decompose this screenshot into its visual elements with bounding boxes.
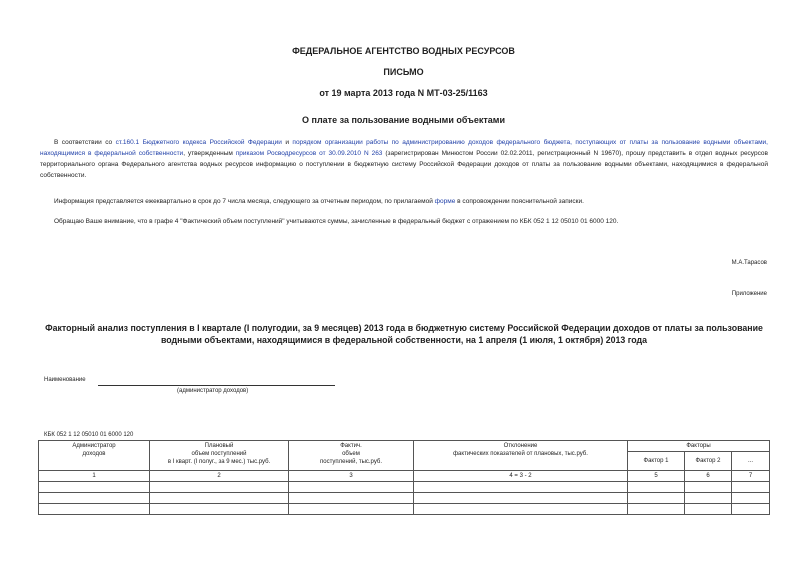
table-cell[interactable] [414, 504, 628, 515]
link-order-263[interactable]: приказом Росводресурсов от 30.09.2010 N 263 [235, 150, 383, 157]
paragraph-3: Обращаю Ваше внимание, что в графе 4 "Фактический объем поступлений" учитываются суммы, зачисленные в федеральный бюджет с отражением по КБК 052 1 12 05010 01 6000 120. [54, 218, 619, 225]
table-cell[interactable] [414, 493, 628, 504]
table-cell[interactable] [289, 493, 414, 504]
table-cell[interactable] [628, 504, 685, 515]
paragraph-1: В соответствии со ст.160.1 Бюджетного кодекса Российской Федерации и порядком организации работы по администрированию доходов федерального бюджета, поступающих от платы за пользование водными объектами, находящимися в федеральной собственности, утвержденным приказом Росводресурсов от 30.09.2010 N 263 (зарегистрирован Минюстом России 02.02.2011, регистрационный N 19670), прошу представить в отдел водных ресурсов территориального органа Федерального агентства водных ресурсов информацию о поступлении в бюджетную систему Российской Федерации доходов от платы за пользование водными объектами, находящимися в федеральной собственности. [40, 139, 768, 179]
header-factors: Факторы [628, 441, 770, 452]
doc-date-number: от 19 марта 2013 года N МТ-03-25/1163 [319, 88, 488, 98]
table-cell[interactable] [628, 493, 685, 504]
table-row [39, 482, 770, 493]
admin-caption: (администратор доходов) [177, 388, 249, 394]
table-cell[interactable] [628, 482, 685, 493]
header-plan: Плановый объем поступлений в I кварт. (I полуг., за 9 мес.) тыс.руб. [150, 441, 289, 471]
appendix-title: Факторный анализ поступления в I квартале (I полугодии, за 9 месяцев) 2013 года в бюджетную систему Российской Федерации доходов от платы за пользование водными объектами, находящимися в федеральной собственности, на 1 апреля (1 июля, 1 октября) 2013 года [45, 323, 763, 345]
col-number: 7 [732, 471, 770, 482]
header-factor-more: ... [732, 452, 770, 471]
table-row [39, 493, 770, 504]
header-factor-2: Фактор 2 [685, 452, 732, 471]
table-cell[interactable] [150, 493, 289, 504]
name-line[interactable] [98, 385, 335, 386]
doc-subject: О плате за пользование водными объектами [302, 115, 505, 125]
header-actual: Фактич. объем поступлений, тыс.руб. [289, 441, 414, 471]
link-form[interactable]: форме [434, 198, 456, 205]
table-cell[interactable] [39, 493, 150, 504]
table-row [39, 504, 770, 515]
doc-type: ПИСЬМО [383, 67, 424, 77]
link-budget-code[interactable]: ст.160.1 Бюджетного кодекса Российской Федерации [115, 139, 282, 146]
header-deviation: Отклонение фактических показателей от плановых, тыс.руб. [414, 441, 628, 471]
table-cell[interactable] [289, 504, 414, 515]
table-cell[interactable] [414, 482, 628, 493]
paragraph-2: Информация представляется ежеквартально в срок до 7 числа месяца, следующего за отчетным периодом, по прилагаемой форме в сопровождении пояснительной записки. [54, 198, 584, 205]
table-row-numbers [39, 471, 770, 482]
table-cell[interactable] [150, 482, 289, 493]
col-number: 1 [39, 471, 150, 482]
table-cell[interactable] [150, 504, 289, 515]
table-cell[interactable] [732, 482, 770, 493]
signature: М.А.Тарасов [731, 260, 767, 266]
col-number: 5 [628, 471, 685, 482]
col-number: 2 [150, 471, 289, 482]
header-factor-1: Фактор 1 [628, 452, 685, 471]
col-number: 6 [685, 471, 732, 482]
header-admin: Администратор доходов [39, 441, 150, 471]
table-cell[interactable] [39, 504, 150, 515]
appendix-label: Приложение [731, 291, 767, 297]
table-cell[interactable] [39, 482, 150, 493]
table-cell[interactable] [289, 482, 414, 493]
factor-table [38, 440, 770, 515]
link-admin-procedure[interactable]: порядком организации работы по администрированию доходов федерального бюджета, поступающих от платы за пользование водными объектами, находящимися в федеральной собственности [40, 139, 768, 157]
kbk-code: КБК 052 1 12 05010 01 6000 120 [44, 432, 134, 438]
name-label: Наименование [44, 377, 86, 383]
col-number: 3 [289, 471, 414, 482]
table-cell[interactable] [685, 493, 732, 504]
table-cell[interactable] [685, 504, 732, 515]
table-cell[interactable] [685, 482, 732, 493]
agency-title: ФЕДЕРАЛЬНОЕ АГЕНТСТВО ВОДНЫХ РЕСУРСОВ [292, 46, 515, 56]
table-cell[interactable] [732, 493, 770, 504]
table-cell[interactable] [732, 504, 770, 515]
col-number: 4 = 3 - 2 [414, 471, 628, 482]
